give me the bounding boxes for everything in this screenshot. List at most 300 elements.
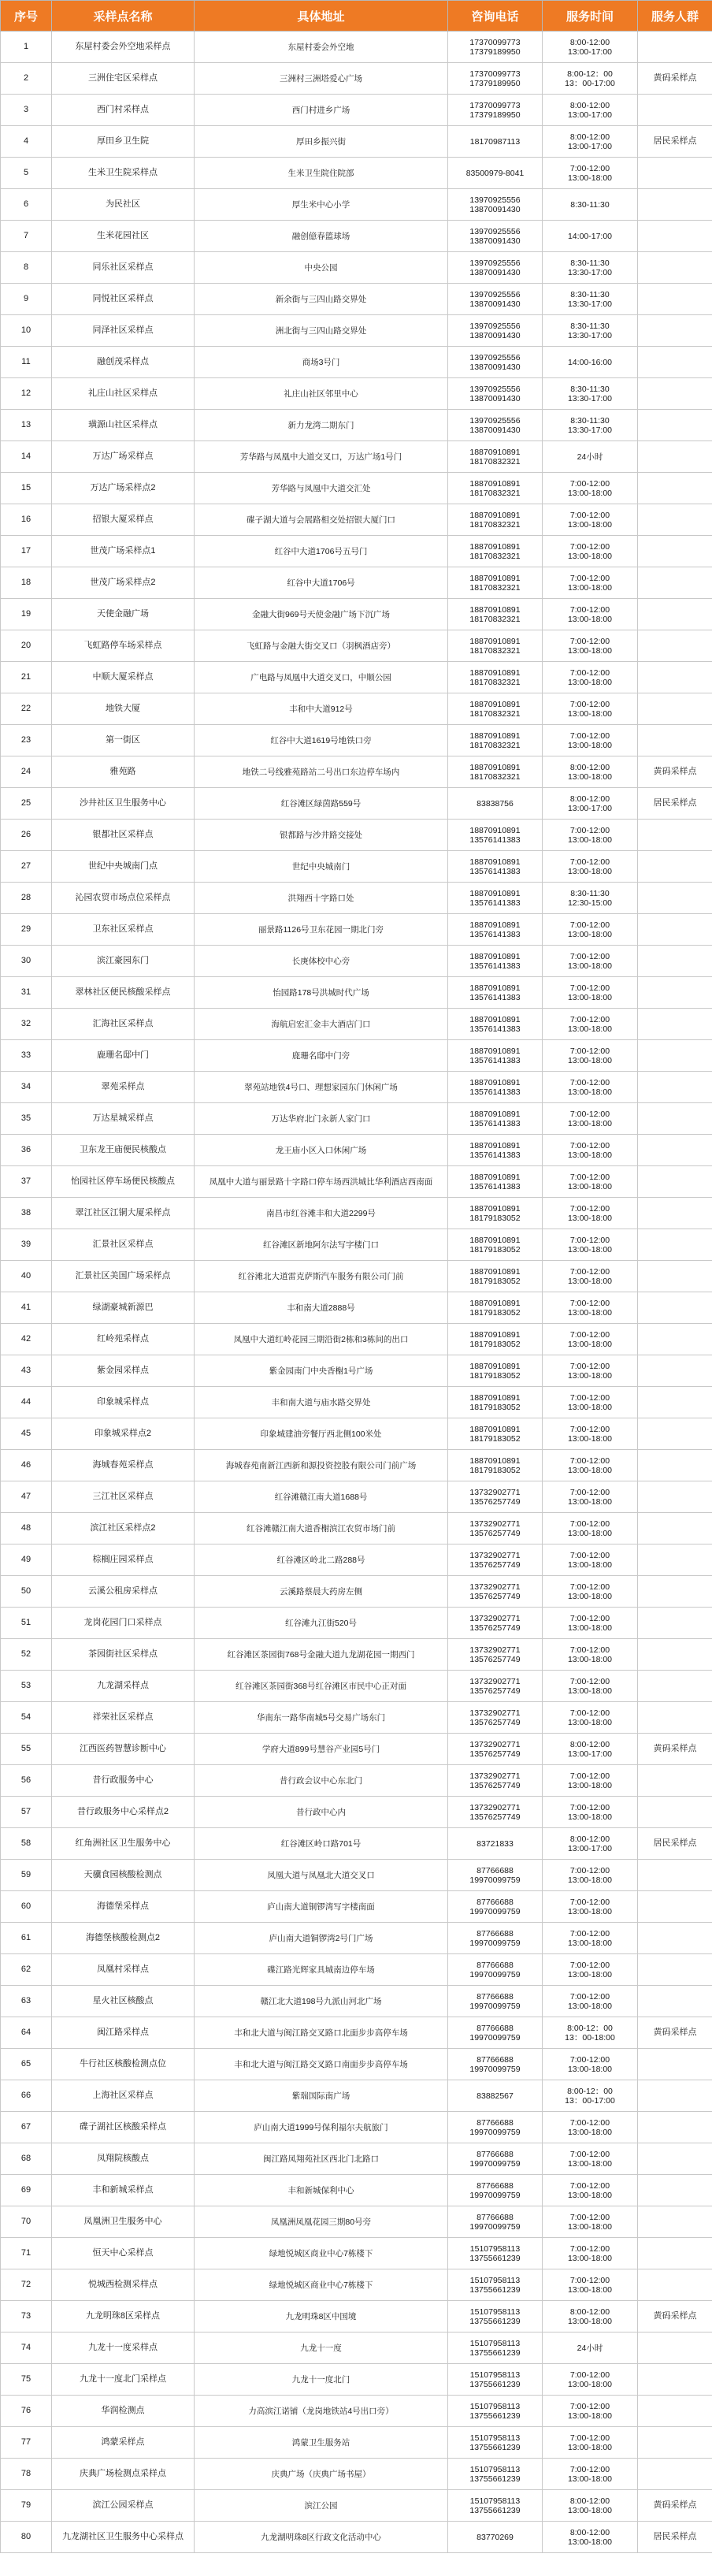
cell-time: 8:00-12:00 13:00-17:00 [543, 95, 638, 126]
cell-no: 6 [1, 189, 52, 221]
cell-time: 8:30-11:30 12:30-15:00 [543, 883, 638, 914]
cell-address: 凤凰中大道与丽景路十字路口停车场西洪城比华利酒店西南面 [195, 1166, 448, 1198]
cell-time: 8:00-12:00 13:00-17:00 [543, 32, 638, 63]
table-row [1, 1702, 712, 1734]
cell-crowd [638, 820, 712, 851]
cell-time: 7:00-12:00 13:00-18:00 [543, 914, 638, 946]
cell-address: 绿地悦城区商业中心7栋楼下 [195, 2269, 448, 2301]
cell-time: 7:00-12:00 13:00-18:00 [543, 977, 638, 1009]
cell-name: 招银大厦采样点 [52, 504, 195, 536]
cell-crowd [638, 2206, 712, 2238]
cell-name: 厚田乡卫生院 [52, 126, 195, 158]
cell-no: 62 [1, 1954, 52, 1986]
cell-name: 银都社区采样点 [52, 820, 195, 851]
header-name: 采样点名称 [52, 1, 195, 32]
cell-address: 厚生米中心小学 [195, 189, 448, 221]
cell-phone: 15107958113 13755661239 [448, 2301, 543, 2333]
cell-address: 绿地悦城区商业中心7栋楼下 [195, 2238, 448, 2269]
cell-phone: 18870910891 18170832321 [448, 599, 543, 630]
cell-address: 丰和南大道与庙水路交界处 [195, 1387, 448, 1418]
cell-name: 卫东龙王庙便民核酸点 [52, 1135, 195, 1166]
cell-time: 8:30-11:30 13:30-17:00 [543, 378, 638, 410]
table-row [1, 221, 712, 252]
table-row [1, 599, 712, 630]
cell-phone: 87766688 19970099759 [448, 2017, 543, 2049]
cell-crowd: 黄码采样点 [638, 2301, 712, 2333]
table-row [1, 252, 712, 284]
cell-time: 7:00-12:00 13:00-18:00 [543, 1261, 638, 1292]
cell-no: 41 [1, 1292, 52, 1324]
cell-no: 50 [1, 1576, 52, 1608]
cell-phone: 87766688 19970099759 [448, 2112, 543, 2143]
cell-address: 金融大街969号天使金融广场下沉广场 [195, 599, 448, 630]
cell-crowd [638, 410, 712, 441]
cell-time: 7:00-12:00 13:00-18:00 [543, 2206, 638, 2238]
cell-crowd [638, 1198, 712, 1229]
cell-address: 怡园路178号洪城时代广场 [195, 977, 448, 1009]
table-row [1, 347, 712, 378]
cell-crowd [638, 1544, 712, 1576]
cell-time: 7:00-12:00 13:00-18:00 [543, 2396, 638, 2427]
cell-crowd [638, 2269, 712, 2301]
cell-address: 碟子湖大道与会展路相交处招银大厦门口 [195, 504, 448, 536]
cell-crowd [638, 1324, 712, 1355]
cell-address: 南昌市红谷滩丰和大道2299号 [195, 1198, 448, 1229]
cell-name: 江西医药智慧诊断中心 [52, 1734, 195, 1765]
cell-time: 8:30-11:30 13:30-17:00 [543, 252, 638, 284]
cell-phone: 18870910891 18179183052 [448, 1387, 543, 1418]
cell-phone: 87766688 19970099759 [448, 1986, 543, 2017]
cell-phone: 18870910891 13576141383 [448, 1040, 543, 1072]
cell-phone: 13732902771 13576257749 [448, 1671, 543, 1702]
header-address: 具体地址 [195, 1, 448, 32]
table-row [1, 2490, 712, 2522]
table-row [1, 662, 712, 693]
cell-name: 棕榈庄园采样点 [52, 1544, 195, 1576]
table-row [1, 378, 712, 410]
cell-address: 紫金园南门中央香榭1号广场 [195, 1355, 448, 1387]
cell-name: 第一街区 [52, 725, 195, 756]
cell-phone: 13732902771 13576257749 [448, 1513, 543, 1544]
cell-no: 47 [1, 1481, 52, 1513]
cell-address: 融创億春篮球场 [195, 221, 448, 252]
cell-crowd [638, 1702, 712, 1734]
cell-crowd [638, 630, 712, 662]
table-row [1, 2112, 712, 2143]
cell-crowd [638, 1671, 712, 1702]
cell-address: 红谷滩区茶园街768号金融大道九龙湖花园一期西门 [195, 1639, 448, 1671]
cell-no: 33 [1, 1040, 52, 1072]
cell-phone: 83500979-8041 [448, 158, 543, 189]
table-row [1, 756, 712, 788]
cell-phone: 15107958113 13755661239 [448, 2238, 543, 2269]
cell-crowd: 黄码采样点 [638, 2017, 712, 2049]
cell-phone: 13970925556 13870091430 [448, 221, 543, 252]
cell-no: 16 [1, 504, 52, 536]
cell-crowd [638, 1765, 712, 1797]
cell-crowd [638, 1229, 712, 1261]
cell-address: 洪翔西十字路口处 [195, 883, 448, 914]
cell-name: 九龙十一度北门采样点 [52, 2364, 195, 2396]
table-row [1, 1324, 712, 1355]
cell-crowd [638, 189, 712, 221]
cell-time: 7:00-12:00 13:00-18:00 [543, 1166, 638, 1198]
table-row [1, 2017, 712, 2049]
cell-phone: 18870910891 18179183052 [448, 1355, 543, 1387]
cell-address: 丰和北大道与闽江路交叉路口南面步步高停车场 [195, 2049, 448, 2080]
cell-crowd [638, 2175, 712, 2206]
cell-name: 生米卫生院采样点 [52, 158, 195, 189]
table-header [1, 1, 712, 32]
cell-address: 洲北街与三四山路交界处 [195, 315, 448, 347]
cell-time: 7:00-12:00 13:00-18:00 [543, 1292, 638, 1324]
cell-address: 丰和新城保利中心 [195, 2175, 448, 2206]
cell-address: 庐山南大道1999号保利福尔夫航旅门 [195, 2112, 448, 2143]
table-row [1, 977, 712, 1009]
cell-address: 商场3号门 [195, 347, 448, 378]
table-row [1, 536, 712, 567]
table-row [1, 32, 712, 63]
table-row [1, 1639, 712, 1671]
cell-time: 8:00-12：00 13：00-17:00 [543, 63, 638, 95]
cell-name: 茶园街社区采样点 [52, 1639, 195, 1671]
cell-phone: 13970925556 13870091430 [448, 189, 543, 221]
cell-name: 绿湖豪城新源巴 [52, 1292, 195, 1324]
cell-no: 66 [1, 2080, 52, 2112]
cell-address: 印象城建油旁餐厅西北侧100米处 [195, 1418, 448, 1450]
table-row [1, 693, 712, 725]
cell-no: 42 [1, 1324, 52, 1355]
cell-name: 汇景社区美国广场采样点 [52, 1261, 195, 1292]
table-row [1, 1009, 712, 1040]
cell-no: 17 [1, 536, 52, 567]
cell-phone: 18870910891 18179183052 [448, 1450, 543, 1481]
cell-no: 54 [1, 1702, 52, 1734]
cell-time: 7:00-12:00 13:00-18:00 [543, 1040, 638, 1072]
cell-address: 礼庄山社区邻里中心 [195, 378, 448, 410]
table-row [1, 630, 712, 662]
cell-no: 53 [1, 1671, 52, 1702]
cell-phone: 18870910891 13576141383 [448, 820, 543, 851]
cell-no: 37 [1, 1166, 52, 1198]
table-row [1, 315, 712, 347]
cell-name: 翠苑采样点 [52, 1072, 195, 1103]
header-phone: 咨询电话 [448, 1, 543, 32]
cell-crowd [638, 599, 712, 630]
cell-address: 海航启宏汇金丰大酒店门口 [195, 1009, 448, 1040]
cell-crowd [638, 2238, 712, 2269]
cell-name: 印象城采样点2 [52, 1418, 195, 1450]
cell-name: 悦城西检测采样点 [52, 2269, 195, 2301]
cell-crowd [638, 2459, 712, 2490]
table-row [1, 1986, 712, 2017]
cell-time: 7:00-12:00 13:00-18:00 [543, 1387, 638, 1418]
table-row [1, 504, 712, 536]
cell-address: 新余街与三四山路交界处 [195, 284, 448, 315]
table-row [1, 2269, 712, 2301]
cell-crowd [638, 1986, 712, 2017]
cell-phone: 13732902771 13576257749 [448, 1734, 543, 1765]
cell-no: 70 [1, 2206, 52, 2238]
cell-phone: 87766688 19970099759 [448, 2049, 543, 2080]
table-row [1, 914, 712, 946]
cell-name: 万达广场采样点2 [52, 473, 195, 504]
cell-no: 7 [1, 221, 52, 252]
cell-crowd [638, 95, 712, 126]
table-row [1, 1544, 712, 1576]
cell-address: 昔行政中心内 [195, 1797, 448, 1828]
cell-crowd [638, 32, 712, 63]
cell-no: 74 [1, 2333, 52, 2364]
cell-name: 祥荣社区采样点 [52, 1702, 195, 1734]
cell-crowd [638, 1072, 712, 1103]
cell-time: 8:00-12:00 13:00-17:00 [543, 126, 638, 158]
cell-name: 凤凰村采样点 [52, 1954, 195, 1986]
cell-phone: 15107958113 13755661239 [448, 2364, 543, 2396]
table-row [1, 2301, 712, 2333]
cell-name: 世茂广场采样点1 [52, 536, 195, 567]
table-row [1, 1355, 712, 1387]
cell-crowd [638, 284, 712, 315]
cell-address: 闽江路凤翔苑社区西北门北路口 [195, 2143, 448, 2175]
cell-name: 星火社区核酸点 [52, 1986, 195, 2017]
table-row [1, 2333, 712, 2364]
cell-phone: 17370099773 17379189950 [448, 63, 543, 95]
cell-time: 7:00-12:00 13:00-18:00 [543, 1765, 638, 1797]
table-row [1, 63, 712, 95]
cell-time: 7:00-12:00 13:00-18:00 [543, 1009, 638, 1040]
cell-no: 79 [1, 2490, 52, 2522]
cell-address: 九龙湖明珠8区行政文化活动中心 [195, 2522, 448, 2553]
table-row [1, 1923, 712, 1954]
cell-phone: 13732902771 13576257749 [448, 1481, 543, 1513]
cell-phone: 18870910891 18170832321 [448, 504, 543, 536]
cell-name: 紫金园采样点 [52, 1355, 195, 1387]
cell-time: 7:00-12:00 13:00-18:00 [543, 1576, 638, 1608]
cell-phone: 17370099773 17379189950 [448, 95, 543, 126]
cell-phone: 13970925556 13870091430 [448, 410, 543, 441]
cell-time: 7:00-12:00 13:00-18:00 [543, 536, 638, 567]
cell-time: 7:00-12:00 13:00-18:00 [543, 1072, 638, 1103]
table-row [1, 1292, 712, 1324]
cell-address: 龙王庙小区入口休闲广场 [195, 1135, 448, 1166]
cell-phone: 18870910891 13576141383 [448, 1135, 543, 1166]
cell-time: 7:00-12:00 13:00-18:00 [543, 1418, 638, 1450]
cell-time: 7:00-12:00 13:00-18:00 [543, 1103, 638, 1135]
cell-phone: 15107958113 13755661239 [448, 2427, 543, 2459]
cell-crowd [638, 567, 712, 599]
cell-no: 68 [1, 2143, 52, 2175]
cell-name: 翠江社区江铜大厦采样点 [52, 1198, 195, 1229]
cell-address: 中央公园 [195, 252, 448, 284]
cell-phone: 18870910891 13576141383 [448, 851, 543, 883]
cell-crowd [638, 221, 712, 252]
cell-time: 7:00-12:00 13:00-18:00 [543, 2269, 638, 2301]
cell-phone: 18870910891 18170832321 [448, 441, 543, 473]
cell-address: 红谷中大道1706号 [195, 567, 448, 599]
cell-name: 庆典广场检测点采样点 [52, 2459, 195, 2490]
cell-time: 8:30-11:30 13:30-17:00 [543, 410, 638, 441]
cell-crowd [638, 2364, 712, 2396]
table-row [1, 946, 712, 977]
cell-address: 云溪路蔡晨大药房左侧 [195, 1576, 448, 1608]
cell-time: 7:00-12:00 13:00-18:00 [543, 2459, 638, 2490]
cell-no: 8 [1, 252, 52, 284]
table-row [1, 2143, 712, 2175]
cell-address: 红谷滩区茶园街368号红谷滩区市民中心正对面 [195, 1671, 448, 1702]
cell-time: 7:00-12:00 13:00-18:00 [543, 1544, 638, 1576]
cell-name: 滨江豪园东门 [52, 946, 195, 977]
cell-phone: 87766688 19970099759 [448, 1860, 543, 1891]
cell-time: 14:00-17:00 [543, 221, 638, 252]
cell-crowd [638, 1387, 712, 1418]
cell-no: 26 [1, 820, 52, 851]
cell-time: 8:30-11:30 [543, 189, 638, 221]
cell-no: 60 [1, 1891, 52, 1923]
cell-phone: 18870910891 18170832321 [448, 473, 543, 504]
cell-no: 40 [1, 1261, 52, 1292]
cell-name: 凤凰洲卫生服务中心 [52, 2206, 195, 2238]
cell-phone: 18870910891 13576141383 [448, 883, 543, 914]
cell-time: 7:00-12:00 13:00-18:00 [543, 1450, 638, 1481]
cell-address: 丰和中大道912号 [195, 693, 448, 725]
cell-phone: 18170987113 [448, 126, 543, 158]
cell-address: 昔行政会议中心东北门 [195, 1765, 448, 1797]
cell-no: 59 [1, 1860, 52, 1891]
cell-phone: 18870910891 13576141383 [448, 1103, 543, 1135]
cell-time: 7:00-12:00 13:00-18:00 [543, 1671, 638, 1702]
cell-time: 8:00-12:00 13:00-18:00 [543, 2301, 638, 2333]
cell-time: 8:30-11:30 13:30-17:00 [543, 284, 638, 315]
cell-crowd [638, 1418, 712, 1450]
cell-phone: 83882567 [448, 2080, 543, 2112]
cell-name: 碟子湖社区核酸采样点 [52, 2112, 195, 2143]
cell-name: 礼庄山社区采样点 [52, 378, 195, 410]
cell-address: 芳华路与凤凰中大道交汇处 [195, 473, 448, 504]
cell-name: 怡园社区停车场便民核酸点 [52, 1166, 195, 1198]
cell-crowd: 居民采样点 [638, 1828, 712, 1860]
cell-phone: 18870910891 13576141383 [448, 1009, 543, 1040]
cell-phone: 15107958113 13755661239 [448, 2459, 543, 2490]
cell-address: 红谷中大道1706号五号门 [195, 536, 448, 567]
cell-time: 8:00-12:00 13:00-17:00 [543, 1828, 638, 1860]
cell-name: 沙井社区卫生服务中心 [52, 788, 195, 820]
cell-phone: 15107958113 13755661239 [448, 2490, 543, 2522]
cell-phone: 13970925556 13870091430 [448, 378, 543, 410]
cell-phone: 18870910891 18179183052 [448, 1292, 543, 1324]
cell-name: 上海社区采样点 [52, 2080, 195, 2112]
cell-crowd: 黄码采样点 [638, 756, 712, 788]
cell-address: 红谷滩北大道雷克萨斯汽车服务有限公司门前 [195, 1261, 448, 1292]
cell-phone: 87766688 19970099759 [448, 2175, 543, 2206]
cell-name: 为民社区 [52, 189, 195, 221]
cell-crowd [638, 2080, 712, 2112]
table-row [1, 1797, 712, 1828]
cell-phone: 18870910891 18170832321 [448, 693, 543, 725]
cell-phone: 18870910891 18170832321 [448, 567, 543, 599]
cell-name: 九龙明珠8区采样点 [52, 2301, 195, 2333]
cell-address: 红谷滩区绿茵路559号 [195, 788, 448, 820]
cell-time: 7:00-12:00 13:00-18:00 [543, 158, 638, 189]
table-row [1, 410, 712, 441]
cell-crowd [638, 158, 712, 189]
cell-address: 学府大道899号慧谷产业园5号门 [195, 1734, 448, 1765]
cell-no: 1 [1, 32, 52, 63]
table-row [1, 1860, 712, 1891]
cell-name: 海德堡采样点 [52, 1891, 195, 1923]
cell-time: 7:00-12:00 13:00-18:00 [543, 1135, 638, 1166]
cell-time: 7:00-12:00 13:00-18:00 [543, 473, 638, 504]
cell-time: 7:00-12:00 13:00-18:00 [543, 946, 638, 977]
cell-address: 世纪中央城南门 [195, 851, 448, 883]
cell-crowd [638, 1639, 712, 1671]
cell-phone: 13732902771 13576257749 [448, 1576, 543, 1608]
cell-time: 7:00-12:00 13:00-18:00 [543, 1639, 638, 1671]
cell-no: 11 [1, 347, 52, 378]
table-row [1, 1072, 712, 1103]
cell-no: 35 [1, 1103, 52, 1135]
table-row [1, 1954, 712, 1986]
cell-address: 地铁二号线雅苑路站二号出口东边停车场内 [195, 756, 448, 788]
cell-name: 三江社区采样点 [52, 1481, 195, 1513]
cell-crowd [638, 1040, 712, 1072]
cell-phone: 13970925556 13870091430 [448, 284, 543, 315]
cell-name: 卫东社区采样点 [52, 914, 195, 946]
cell-no: 44 [1, 1387, 52, 1418]
cell-crowd: 黄码采样点 [638, 2490, 712, 2522]
table-row [1, 95, 712, 126]
cell-time: 7:00-12:00 13:00-18:00 [543, 1923, 638, 1954]
cell-no: 36 [1, 1135, 52, 1166]
cell-time: 7:00-12:00 13:00-18:00 [543, 2112, 638, 2143]
table-row [1, 1103, 712, 1135]
cell-crowd [638, 1135, 712, 1166]
cell-no: 13 [1, 410, 52, 441]
cell-crowd [638, 1292, 712, 1324]
cell-address: 红谷滩赣江南大道香榭滨江农贸市场门前 [195, 1513, 448, 1544]
cell-address: 鸿蒙卫生服务站 [195, 2427, 448, 2459]
cell-address: 红谷滩区岭口路701号 [195, 1828, 448, 1860]
cell-name: 东屋村委会外空地采样点 [52, 32, 195, 63]
cell-time: 8:30-11:30 13:30-17:00 [543, 315, 638, 347]
cell-phone: 18870910891 18170832321 [448, 662, 543, 693]
cell-time: 7:00-12:00 13:00-18:00 [543, 1797, 638, 1828]
table-row [1, 1734, 712, 1765]
cell-crowd [638, 1860, 712, 1891]
table-row [1, 1198, 712, 1229]
cell-no: 29 [1, 914, 52, 946]
table-row [1, 158, 712, 189]
cell-name: 鹿珊名邸中门 [52, 1040, 195, 1072]
cell-address: 红谷滩九江街520号 [195, 1608, 448, 1639]
table-row [1, 1765, 712, 1797]
cell-name: 滨江公园采样点 [52, 2490, 195, 2522]
cell-phone: 15107958113 13755661239 [448, 2333, 543, 2364]
cell-no: 43 [1, 1355, 52, 1387]
cell-phone: 18870910891 13576141383 [448, 914, 543, 946]
cell-address: 红谷滩区新地阿尔法写字楼门口 [195, 1229, 448, 1261]
table-row [1, 2427, 712, 2459]
cell-name: 天骥食园核酸检测点 [52, 1860, 195, 1891]
cell-no: 18 [1, 567, 52, 599]
cell-crowd: 居民采样点 [638, 126, 712, 158]
cell-crowd [638, 536, 712, 567]
cell-no: 76 [1, 2396, 52, 2427]
cell-address: 西门村进乡广场 [195, 95, 448, 126]
table-row [1, 1891, 712, 1923]
cell-name: 印象城采样点 [52, 1387, 195, 1418]
cell-phone: 17370099773 17379189950 [448, 32, 543, 63]
